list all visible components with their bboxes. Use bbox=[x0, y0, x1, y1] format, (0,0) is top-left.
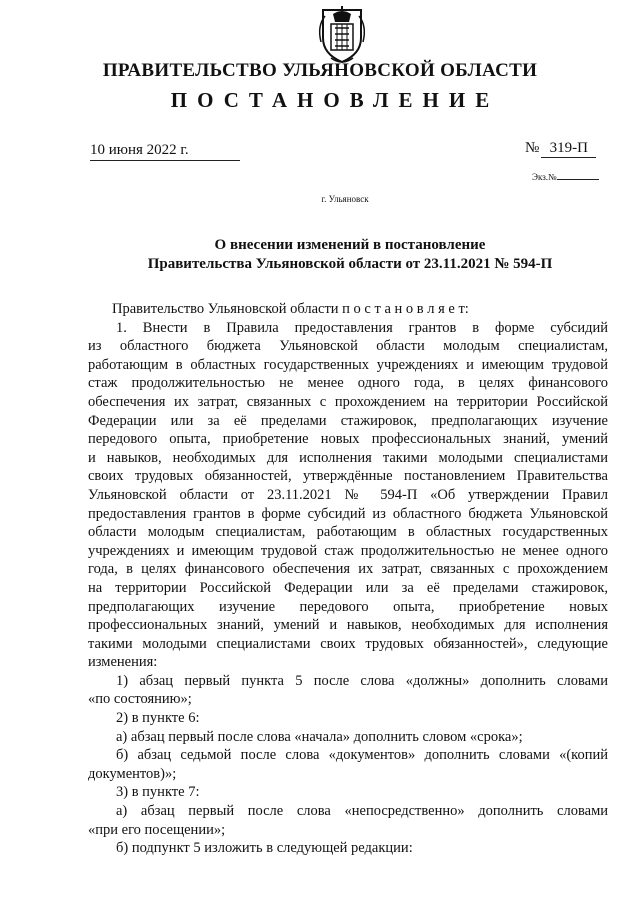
body-line: б) подпункт 5 изложить в следующей редакции: bbox=[116, 840, 413, 857]
number-value: 319-П bbox=[541, 140, 596, 158]
body-line: своих трудовых обязанностей, утверждённые постановлением Правительства bbox=[88, 468, 608, 485]
copy-blank bbox=[557, 179, 599, 180]
government-name: ПРАВИТЕЛЬСТВО УЛЬЯНОВСКОЙ ОБЛАСТИ bbox=[102, 60, 538, 81]
body-line: предоставления грантов в форме субсидий из областного бюджета Ульяновской bbox=[88, 505, 608, 522]
body-line: 2) в пункте 6: bbox=[116, 710, 200, 727]
document-kind: ПОСТАНОВЛЕНИЕ bbox=[170, 88, 500, 112]
body-line: стаж продолжительностью не менее одного года, в целях финансового bbox=[88, 375, 608, 392]
body-line: б) абзац седьмой после слова «документов» дополнить словами «(копий bbox=[116, 747, 608, 764]
copy-number bbox=[532, 172, 599, 182]
body-line: а) абзац первый после слова «начала» дополнить словом «срока»; bbox=[116, 728, 523, 745]
body-line: Федерации или за её пределами стажировок, предполагающих изучение bbox=[88, 412, 608, 429]
body-line: такими молодыми специалистами своих трудовых обязанностей», следующие bbox=[88, 635, 608, 652]
body-line: 3) в пункте 7: bbox=[116, 784, 200, 801]
body-line: а) абзац первый после слова «непосредственно» дополнить словами bbox=[116, 803, 608, 820]
body-line: Правительство Ульяновской области п о с т а н о в л я е т: bbox=[112, 301, 469, 317]
coat-of-arms-icon bbox=[311, 4, 373, 66]
body-line: обеспечения их затрат, связанных с прохождением на территории Российской bbox=[88, 393, 608, 410]
document-number bbox=[525, 140, 596, 158]
document-subject bbox=[0, 236, 640, 274]
body-line: «при его посещении»; bbox=[88, 821, 226, 838]
body-line: Ульяновской области от 23.11.2021 № 594-П «Об утверждении Правил bbox=[88, 486, 608, 503]
body-line: передового опыта, приобретение новых профессиональных знаний, умений bbox=[88, 431, 608, 448]
body-line: области молодым специалистам, работающим в областных государственных bbox=[88, 524, 608, 541]
body-line: изменения: bbox=[88, 654, 158, 671]
body-line: и навыков, необходимых для исполнения такими молодыми специалистами bbox=[88, 449, 608, 466]
subject-line: О внесении изменений в постановление bbox=[214, 237, 486, 253]
body-line: на территории Российской Федерации или за её пределами стажировок, bbox=[88, 579, 608, 596]
body-line: 1. Внести в Правила предоставления грантов в форме субсидий bbox=[116, 319, 608, 336]
document-date: 10 июня 2022 г. bbox=[90, 142, 240, 161]
document-body bbox=[88, 300, 608, 858]
body-line: учреждениях и имеющим трудовой стаж продолжительностью не менее одного bbox=[88, 542, 608, 559]
city: г. Ульяновск bbox=[321, 194, 369, 204]
body-line: из областного бюджета Ульяновской области молодым специалистам, bbox=[88, 338, 608, 355]
copy-label: Экз.№ bbox=[532, 172, 557, 182]
number-label: № bbox=[525, 140, 540, 156]
body-line: «по состоянию»; bbox=[88, 691, 192, 708]
body-line: года, в целях финансового обеспечения их затрат, связанных с прохождением bbox=[88, 561, 608, 578]
body-line: работающим в областных государственных учреждениях и имеющим трудовой bbox=[88, 356, 608, 373]
body-line: предполагающих изучение передового опыта, приобретение новых bbox=[88, 598, 608, 615]
body-line: документов)»; bbox=[88, 765, 177, 782]
body-line: 1) абзац первый пункта 5 после слова «должны» дополнить словами bbox=[116, 672, 608, 689]
subject-line: Правительства Ульяновской области от 23.11.2021 № 594-П bbox=[147, 256, 553, 272]
body-line: профессиональных знаний, умений и навыков, необходимых для исполнения bbox=[88, 617, 608, 634]
